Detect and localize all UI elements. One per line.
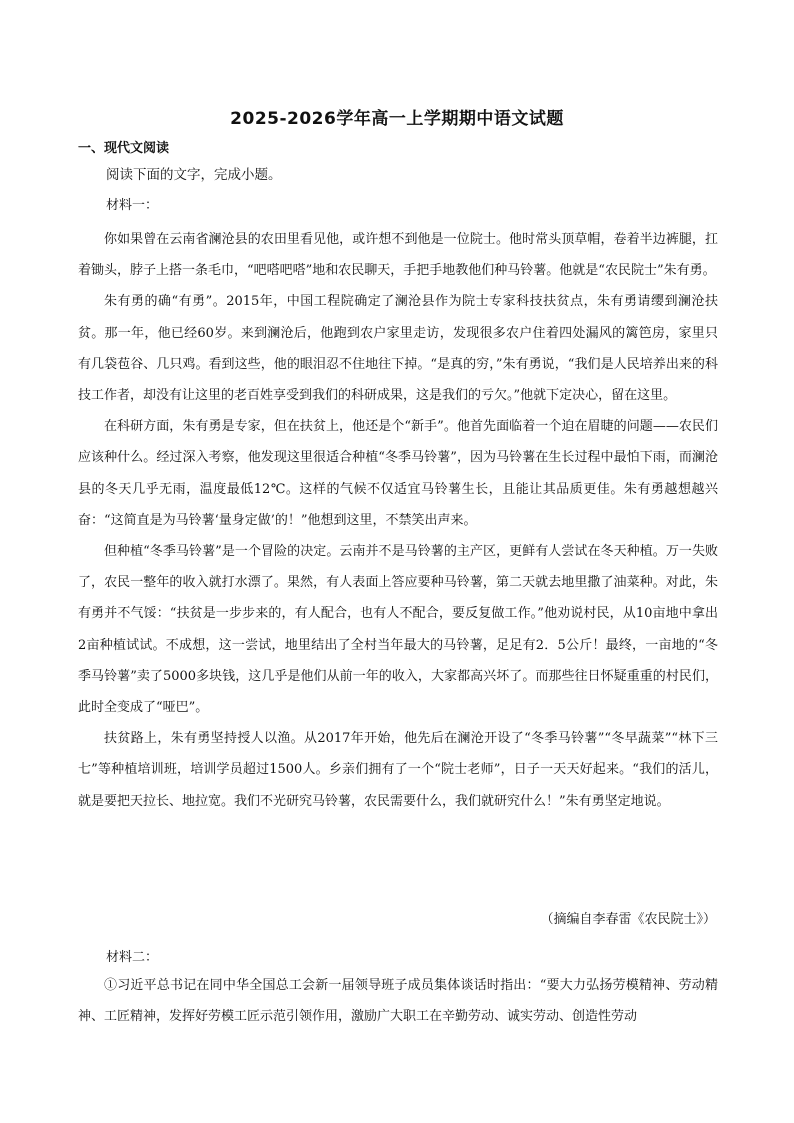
paragraph: 朱有勇的确“有勇”。2015年，中国工程院确定了澜沧县作为院士专家科技扶贫点，朱有勇请缨到澜沧扶贫。那一年，他已经60岁。来到澜沧后，他跑到农户家里走访，发现很多农户住着四处漏风的篱笆房，家里只有几袋苞谷、几只鸡。看到这些，他的眼泪忍不住地往下掉。“是真的穷，”朱有勇说，“我们是人民培养出来的科技工作者，却没有让这里的老百姓享受到我们的科研成果，这是我们的亏欠。”他就下定决心，留在这里。 <box>78 294 718 404</box>
material1-body <box>78 224 718 817</box>
paragraph: 但种植“冬季马铃薯”是一个冒险的决定。云南并不是马铃薯的主产区，更鲜有人尝试在冬天种植。万一失败了，农民一整年的收入就打水漂了。果然，有人表面上答应要种马铃薯，第二天就去地里撒了油菜种。对此，朱有勇并不气馁：“扶贫是一步步来的，有人配合，也有人不配合，要反复做工作。”他劝说村民，从10亩地中拿出2亩种植试试。不成想，这一尝试，地里结出了全村当年最大的马铃薯，足足有2．5公斤！最终，一亩地的“冬季马铃薯”卖了5000多块钱，这几乎是他们从前一年的收入，大家都高兴坏了。而那些往日怀疑重重的村民们，此时全变成了“哑巴”。 <box>78 544 718 716</box>
material2-label: 材料二： <box>106 950 159 965</box>
section-heading: 一、现代文阅读 <box>78 141 170 156</box>
paragraph: 在科研方面，朱有勇是专家，但在扶贫上，他还是个“新手”。他首先面临着一个迫在眉睫的问题——农民们应该种什么。经过深入考察，他发现这里很适合种植“冬季马铃薯”，因为马铃薯在生长过程中最怕下雨，而澜沧县的冬天几乎无雨，温度最低12℃。这样的气候不仅适宜马铃薯生长，且能让其品质更佳。朱有勇越想越兴奋：“这简直是为马铃薯‘量身定做’的！”他想到这里，不禁笑出声来。 <box>78 419 718 528</box>
paragraph: 你如果曾在云南省澜沧县的农田里看见他，或许想不到他是一位院士。他时常头顶草帽，卷着半边裤腿，扛着锄头，脖子上搭一条毛巾，“吧嗒吧嗒”地和农民聊天，手把手地教他们种马铃薯。他就是“农民院士”朱有勇。 <box>78 232 718 279</box>
source-citation: （摘编自李春雷《农民院士》） <box>540 912 716 927</box>
paragraph: 扶贫路上，朱有勇坚持授人以渔。从2017年开始，他先后在澜沧开设了“冬季马铃薯”“冬早蔬菜”“林下三七”等种植培训班，培训学员超过1500人。乡亲们拥有了一个“院士老师”，日子一天天好起来。“我们的活儿，就是要把天拉长、地拉宽。我们不光研究马铃薯，农民需要什么，我们就研究什么！”朱有勇坚定地说。 <box>78 731 718 809</box>
material1-label: 材料一： <box>106 198 159 213</box>
material2-body <box>78 970 718 1032</box>
instruction: 阅读下面的文字，完成小题。 <box>106 167 282 183</box>
paragraph: ①习近平总书记在同中华全国总工会新一届领导班子成员集体谈话时指出：“要大力弘扬劳模精神、劳动精神、工匠精神，发挥好劳模工匠示范引领作用，激励广大职工在辛勤劳动、诚实劳动、创造性劳动 <box>78 978 718 1025</box>
page-title: 2025-2026学年高一上学期期中语文试题 <box>230 109 564 129</box>
